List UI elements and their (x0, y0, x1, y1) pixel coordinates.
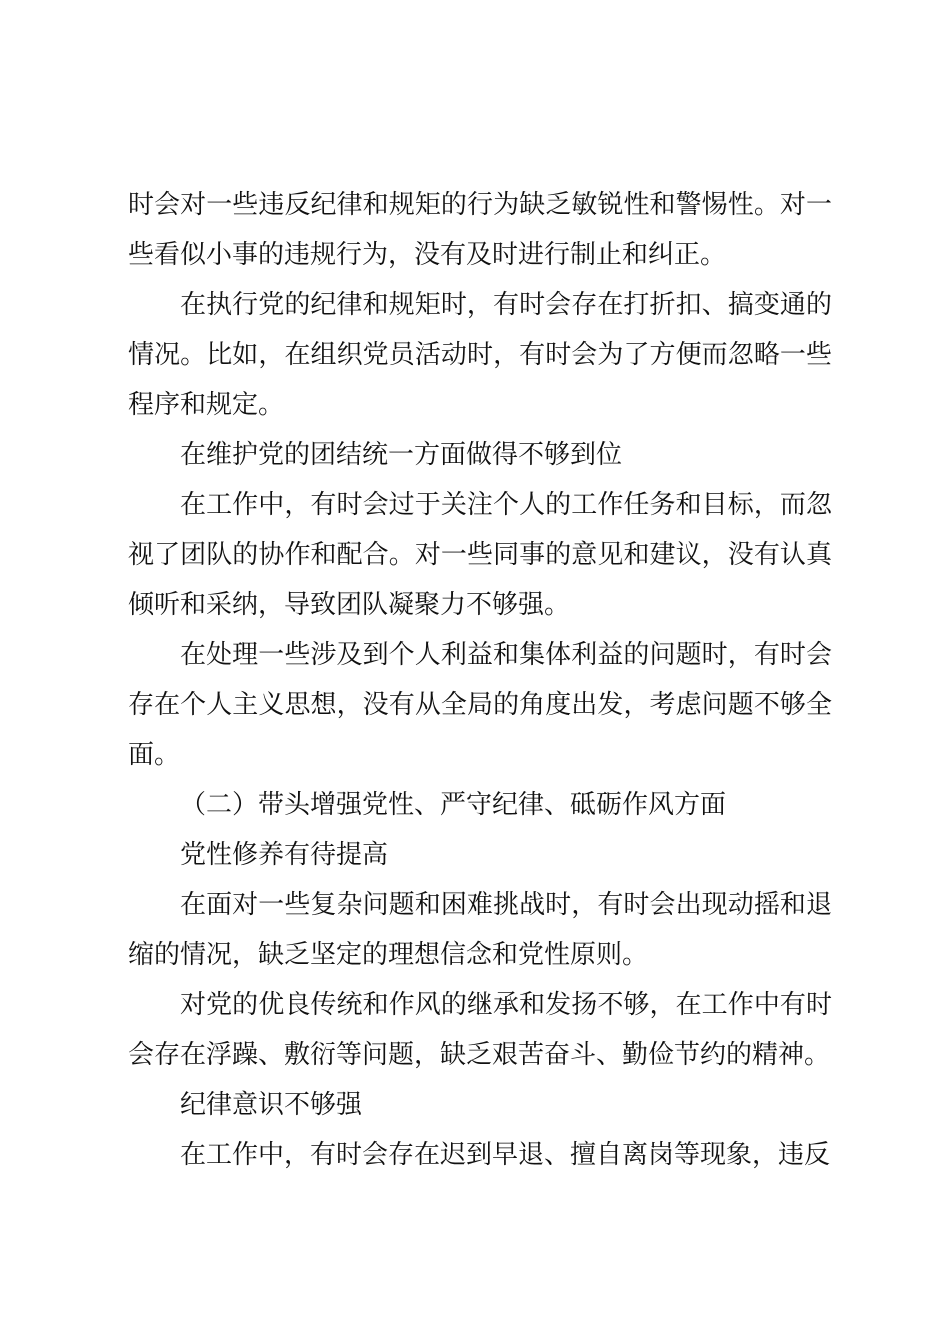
subsection-heading: 党性修养有待提高 (180, 840, 389, 870)
paragraph: 在工作中，有时会过于关注个人的工作任务和目标，而忽视了团队的协作和配合。对一些同事的意见和建议，没有认真倾听和采纳，导致团队凝聚力不够强。 (128, 490, 832, 620)
subsection-heading: 纪律意识不够强 (180, 1090, 363, 1120)
paragraph: 在工作中，有时会存在迟到早退、擅自离岗等现象，违反 (180, 1140, 831, 1170)
section-heading: 在维护党的团结统一方面做得不够到位 (180, 440, 623, 470)
paragraph: 在执行党的纪律和规矩时，有时会存在打折扣、搞变通的情况。比如，在组织党员活动时，有时会为了方便而忽略一些程序和规定。 (128, 290, 832, 420)
section-heading: （二）带头增强党性、严守纪律、砥砺作风方面 (180, 790, 727, 820)
paragraph: 在处理一些涉及到个人利益和集体利益的问题时，有时会存在个人主义思想，没有从全局的角度出发，考虑问题不够全面。 (128, 640, 832, 770)
paragraph: 在面对一些复杂问题和困难挑战时，有时会出现动摇和退缩的情况，缺乏坚定的理想信念和党性原则。 (128, 890, 832, 970)
document-body (128, 180, 832, 1180)
paragraph-continued: 时会对一些违反纪律和规矩的行为缺乏敏锐性和警惕性。对一些看似小事的违规行为，没有及时进行制止和纠正。 (128, 190, 832, 270)
paragraph: 对党的优良传统和作风的继承和发扬不够，在工作中有时会存在浮躁、敷衍等问题，缺乏艰苦奋斗、勤俭节约的精神。 (128, 990, 832, 1070)
